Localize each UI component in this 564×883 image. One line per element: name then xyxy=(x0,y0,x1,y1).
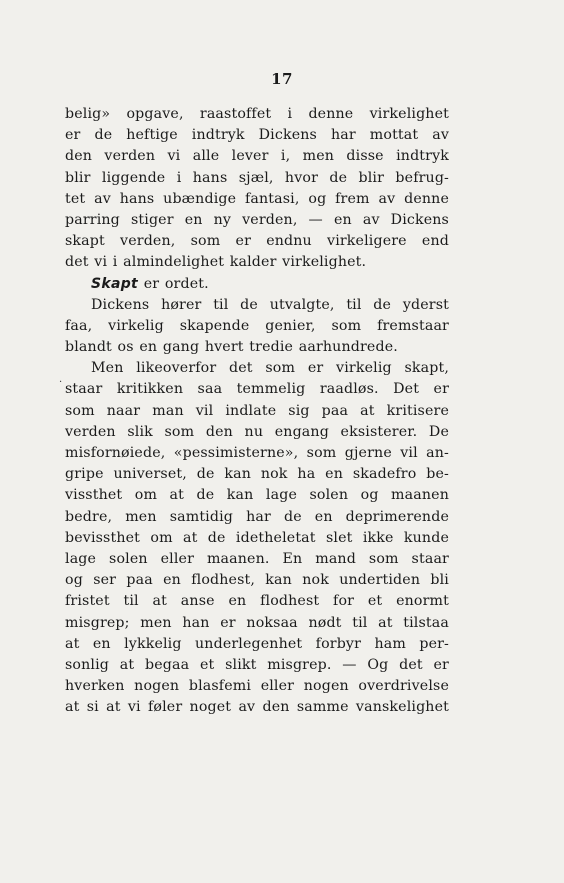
text-line: det vi i almindelighet kalder virkelighet. xyxy=(65,254,367,271)
text-line: misfornøiede, «pessimisterne», som gjerne vil an- xyxy=(65,445,449,461)
text-line: at en lykkelig underlegenhet forbyr ham per- xyxy=(65,635,449,652)
body-text xyxy=(65,104,449,718)
text-line: sonlig at begaa et slikt misgrep. — Og det er xyxy=(65,656,449,673)
emphasized-word: Skapt xyxy=(91,275,139,292)
text-line: parring stiger en ny verden, — en av Dickens xyxy=(65,211,449,228)
text-line: bedre, men samtidig har de en deprimerende xyxy=(65,508,449,525)
text-line: Men likeoverfor det som er virkelig skapt, xyxy=(91,360,449,377)
margin-mark: · xyxy=(59,377,63,388)
text-line: den verden vi alle lever i, men disse indtryk xyxy=(65,148,449,165)
text-line: blir liggende i hans sjæl, hvor de blir befrug- xyxy=(65,169,449,186)
text-line: er de heftige indtryk Dickens har mottat av xyxy=(65,127,449,144)
text-line: Dickens hører til de utvalgte, til de yderst xyxy=(91,296,449,313)
text-line: fristet til at anse en flodhest for et enormt xyxy=(65,593,449,610)
text-line: at si at vi føler noget av den samme vanskelighet xyxy=(65,699,449,716)
text-line: vissthet om at de kan lage solen og maanen xyxy=(65,487,449,504)
text-line: og ser paa en flodhest, kan nok undertiden bli xyxy=(65,572,449,589)
emphasis-rest: er ordet. xyxy=(138,275,209,292)
text-line: gripe universet, de kan nok ha en skadefro be- xyxy=(65,466,449,483)
text-line: hverken nogen blasfemi eller nogen overdrivelse xyxy=(65,678,449,695)
text-line: lage solen eller maanen. En mand som staar xyxy=(65,550,449,567)
text-line: blandt os en gang hvert tredie aarhundrede. xyxy=(65,339,398,356)
text-line: bevissthet om at de idetheletat slet ikke kunde xyxy=(65,529,449,546)
text-line: som naar man vil indlate sig paa at kritisere xyxy=(65,402,449,419)
emphasis-paragraph xyxy=(65,274,449,295)
text-line: skapt verden, som er endnu virkeligere end xyxy=(65,233,449,250)
text-line: belig» opgave, raastoffet i denne virkelighet xyxy=(65,106,449,122)
text-line: staar kritikken saa temmelig raadløs. Det er xyxy=(65,381,449,398)
page-number: 17 xyxy=(271,70,293,88)
text-line: verden slik som den nu engang eksisterer. De xyxy=(65,423,449,440)
text-line: tet av hans ubændige fantasi, og frem av denne xyxy=(65,190,449,207)
text-line: misgrep; men han er noksaa nødt til at tilstaa xyxy=(65,614,449,631)
text-line: faa, virkelig skapende genier, som fremstaar xyxy=(65,317,449,334)
